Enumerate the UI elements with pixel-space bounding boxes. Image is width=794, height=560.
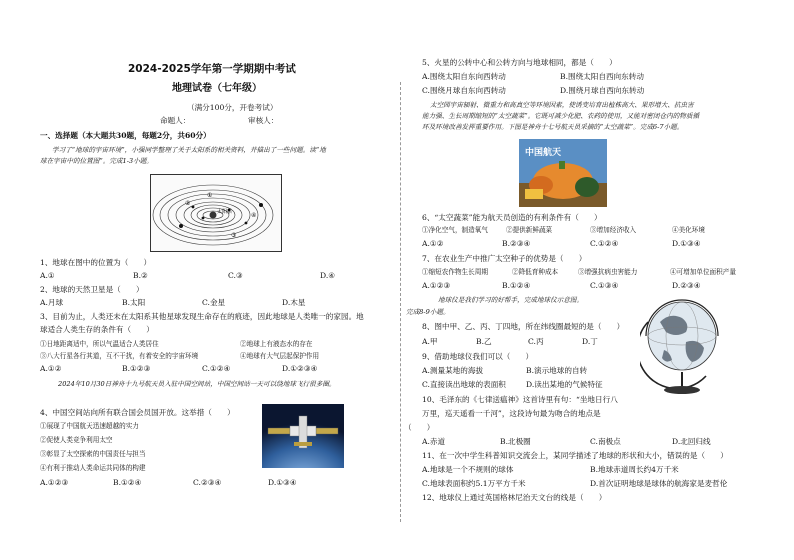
q4-option-c[interactable]: C.②③④ — [193, 478, 222, 487]
section1-intro-line1: 学习了“地球的宇宙环境”，小强同学整理了关于太阳系的相关资料，并描出了一些问题。读“地 — [52, 146, 326, 154]
q5-option-d[interactable]: D.围绕月球自西向东转动 — [560, 86, 645, 95]
q4-option-b[interactable]: B.①②④ — [113, 478, 142, 487]
q10-option-d[interactable]: D.北回归线 — [672, 437, 711, 446]
space-vegetable-photo — [519, 139, 607, 207]
q3-option-b[interactable]: B.①②③ — [122, 364, 151, 373]
q7-stem: 7、在农业生产中推广太空种子的优势是（ ） — [422, 254, 587, 263]
score-note: （满分100分，开卷考试） — [187, 103, 278, 112]
q8-option-d[interactable]: D.丁 — [582, 337, 598, 346]
q1-option-c[interactable]: C.③ — [228, 271, 243, 280]
q10-stem-line1: 10、毛泽东的《七律送瘟神》这首诗里有句：“坐地日行八 — [422, 395, 618, 404]
q5-option-b[interactable]: B.围绕太阳自西向东转动 — [560, 72, 644, 81]
q1-option-b[interactable]: B.② — [133, 271, 148, 280]
photo-caption: 中国航天 — [525, 148, 562, 158]
q3-item-3: ③八大行星各行其道，互不干扰，有着安全的宇宙环境 — [40, 352, 199, 360]
q6-stem: 6、“太空蔬菜”能为航天员创造的有利条件有（ ） — [422, 213, 602, 222]
solar-system-diagram — [151, 175, 281, 251]
space-station-image — [262, 404, 344, 468]
solar-system-label: 太阳系 — [217, 209, 233, 215]
q3-item-4: ④地球有大气层起保护作用 — [240, 352, 320, 360]
q5-stem: 5、火星的公转中心和公转方向与地球相同，都是（ ） — [422, 58, 617, 67]
q7-option-a[interactable]: A.①②③ — [422, 281, 451, 290]
section1-heading: 一、选择题（本大题共30题，每题2分，共60分） — [40, 131, 211, 140]
q4-stem: 4、中国空间站向所有联合国会员国开放。这举措（ ） — [40, 408, 235, 417]
q9-stem: 9、借助地球仪我们可以（ ） — [422, 352, 534, 361]
q7-option-d[interactable]: D.②③④ — [672, 281, 701, 290]
q6-option-d[interactable]: D.①③④ — [672, 239, 701, 248]
veg-passage-line2: 能力强、生长周期缩短的“太空蔬菜”。它既可减少化肥、农药的使用，又能对密闭仓内的物质循 — [422, 112, 700, 120]
q10-paren: （ ） — [404, 423, 435, 432]
q4-item-3: ③彰显了太空探索的中国责任与担当 — [40, 450, 146, 458]
q3-stem-line1: 3、目前为止，人类还未在太阳系其他星球发现生命存在的痕迹，因此地球是人类唯一的家园。地 — [40, 312, 364, 321]
q12-stem: 12、地球仪上通过英国格林尼治天文台的线是（ ） — [422, 493, 607, 502]
q9-option-d[interactable]: D.读出某地的气候特征 — [526, 380, 603, 389]
globe-image — [640, 292, 724, 398]
q8-stem: 8、图中甲、乙、丙、丁四地，所在纬线圈最短的是（ ） — [422, 322, 625, 331]
q4-item-2: ②促使人类竞争利用太空 — [40, 436, 113, 444]
q4-option-a[interactable]: A.①②③ — [40, 478, 69, 487]
q4-item-4: ④有利于推动人类命运共同体的构建 — [40, 464, 146, 472]
q8-option-a[interactable]: A.甲 — [422, 337, 438, 346]
q11-option-d[interactable]: D.首次证明地球是球体的航海家是麦哲伦 — [590, 479, 728, 488]
q10-option-a[interactable]: A.赤道 — [422, 437, 446, 446]
q8-option-b[interactable]: B.乙 — [476, 337, 492, 346]
q6-item-2: ②提供新鲜蔬菜 — [506, 226, 553, 234]
q11-option-a[interactable]: A.地球是一个不规则的球体 — [422, 465, 514, 474]
q6-option-a[interactable]: A.①② — [422, 239, 444, 248]
planet-mark-1: ① — [207, 192, 213, 199]
q1-stem: 1、地球在图中的位置为（ ） — [40, 258, 152, 267]
q1-option-a[interactable]: A.① — [40, 271, 55, 280]
q6-option-c[interactable]: C.①②④ — [590, 239, 619, 248]
q3-option-c[interactable]: C.①②④ — [202, 364, 231, 373]
q7-item-2: ②降低育种成本 — [512, 268, 559, 276]
q1-option-d[interactable]: D.④ — [320, 271, 336, 280]
exam-subject: 地理试卷（七年级） — [172, 83, 262, 94]
solar-system-figure — [150, 174, 282, 252]
q4-option-d[interactable]: D.①③④ — [268, 478, 297, 487]
q11-option-b[interactable]: B.地球赤道周长约4万千米 — [590, 465, 679, 474]
section1-intro-line2: 球在宇宙中的位置图”。完成1-3小题。 — [40, 157, 153, 165]
q2-stem: 2、地球的天然卫星是（ ） — [40, 285, 144, 294]
q9-option-a[interactable]: A.测量某地的海拔 — [422, 366, 484, 375]
exam-title: 2024-2025学年第一学期期中考试 — [128, 63, 296, 75]
planet-mark-4: ④ — [251, 212, 257, 219]
q2-option-d[interactable]: D.木星 — [282, 298, 306, 307]
globe-intro-line1: 地球仪是我们学习的好帮手，完成地球仪示意图。 — [438, 296, 584, 304]
right-column — [400, 0, 794, 560]
planet-mark-3: ③ — [231, 232, 237, 239]
q7-option-b[interactable]: B.①②④ — [502, 281, 531, 290]
q9-option-c[interactable]: C.直接读出地球的表面积 — [422, 380, 506, 389]
q2-option-c[interactable]: C.金星 — [202, 298, 226, 307]
q10-stem-line2: 万里，巡天遥看一千河”，这段诗句最为吻合的地点是 — [422, 409, 601, 418]
q11-option-c[interactable]: C.地球表面积约5.1万平方千米 — [422, 479, 526, 488]
q2-option-a[interactable]: A.月球 — [40, 298, 64, 307]
planet-mark-2: ② — [185, 200, 191, 207]
q7-item-3: ③增强抗病虫害能力 — [578, 268, 638, 276]
q6-item-1: ①净化空气，制造氧气 — [422, 226, 488, 234]
q7-option-c[interactable]: C.①③④ — [590, 281, 619, 290]
q9-option-b[interactable]: B.演示地球的自转 — [526, 366, 588, 375]
q7-item-1: ①缩短农作物生长周期 — [422, 268, 488, 276]
veg-passage-line3: 环及环境改善发挥重要作用。下图是神舟十七号航天员采摘的“太空蔬菜”。完成6-7小题。 — [422, 123, 684, 131]
globe-figure — [640, 292, 724, 398]
q3-item-2: ②地球上有液态水的存在 — [240, 340, 313, 348]
q7-item-4: ④可增加单位面积产量 — [670, 268, 736, 276]
veg-passage-line1: 太空园宇宙辐射、微重力和高真空等环境因素，使诱变培育出植株高大、果形增大、抗虫害 — [430, 101, 694, 109]
q6-option-b[interactable]: B.②③④ — [502, 239, 531, 248]
q6-item-3: ③增加经济收入 — [590, 226, 637, 234]
q5-option-a[interactable]: A.围绕太阳自东向西转动 — [422, 72, 506, 81]
q3-option-d[interactable]: D.①②③④ — [282, 364, 318, 373]
space-vegetable-image — [519, 139, 607, 207]
globe-intro-line2: 完成8-9小题。 — [406, 308, 450, 316]
q2-option-b[interactable]: B.太阳 — [122, 298, 146, 307]
q6-item-4: ④美化环境 — [672, 226, 705, 234]
reviewer-label: 审核人： — [248, 116, 279, 125]
author-label: 命题人： — [160, 116, 191, 125]
news-passage: 2024年10月30日神舟十九号航天员入驻中国空间站，中国空间站一天可以绕地球飞行很多圈。 — [58, 380, 336, 388]
q5-option-c[interactable]: C.围绕月球自东向西转动 — [422, 86, 506, 95]
q11-stem: 11、在一次中学生科普知识交流会上，某同学描述了地球的形状和大小，错误的是（ ） — [422, 451, 728, 460]
q3-stem-line2: 球适合人类生存的条件有（ ） — [40, 325, 154, 334]
space-station-photo — [262, 404, 344, 468]
q4-item-1: ①展现了中国航天迅速超越的实力 — [40, 422, 139, 430]
q3-item-1: ①日地距离适中，所以气温适合人类居住 — [40, 340, 159, 348]
q10-option-c[interactable]: C.南极点 — [590, 437, 621, 446]
q10-option-b[interactable]: B.北极圈 — [500, 437, 531, 446]
q8-option-c[interactable]: C.丙 — [528, 337, 544, 346]
q3-option-a[interactable]: A.①② — [40, 364, 62, 373]
sun-mark — [210, 212, 217, 219]
